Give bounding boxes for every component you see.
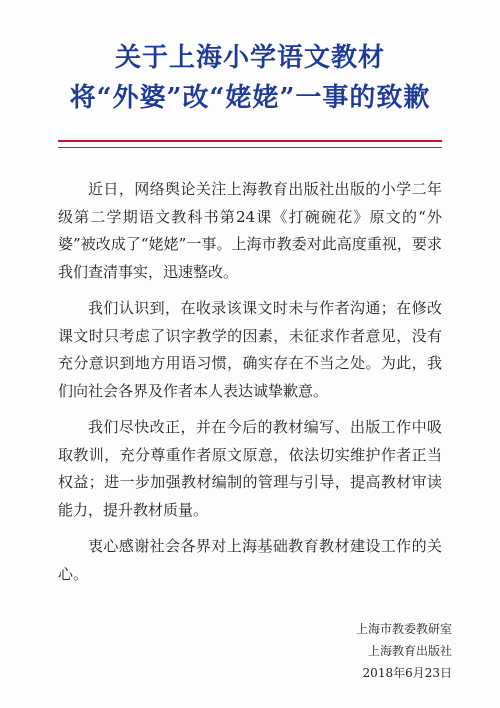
title-divider-thin — [58, 147, 442, 148]
paragraph-4: 衷心感谢社会各界对上海基础教育教材建设工作的关心。 — [58, 537, 442, 583]
signature-date: 2018年6月23日 — [362, 666, 452, 680]
letter-body — [58, 176, 442, 597]
signature-org-1: 上海市教委教研室 — [355, 622, 452, 636]
title-divider-thick — [58, 140, 442, 142]
paragraph-3: 我们尽快改正，并在今后的教材编写、出版工作中吸取教训，充分尊重作者原文原意，依法切实维护作者正当权益；进一步加强教材编制的管理与引导，提高教材审读能力，提升教材质量。 — [58, 418, 442, 519]
title-line-2: 将“外婆”改“姥姥”一事的致歉 — [69, 83, 431, 113]
paragraph-1: 近日，网络舆论关注上海教育出版社出版的小学二年级第二学期语文教科书第24课《打碗碗花》原文的“外婆”被改成了“姥姥”一事。上海市教委对此高度重视，要求我们查清事实，迅速整改。 — [58, 180, 442, 281]
signature-block — [356, 618, 452, 684]
letter-title — [0, 38, 500, 118]
title-line-1: 关于上海小学语文教材 — [114, 43, 385, 73]
signature-org-2: 上海教育出版社 — [367, 644, 452, 658]
paragraph-2: 我们认识到，在收录该课文时未与作者沟通；在修改课文时只考虑了识字教学的因素，未征求作者意见，没有充分意识到地方用语习惯，确实存在不当之处。为此，我们向社会各界及作者本人表达诚挚歉意。 — [58, 299, 442, 400]
